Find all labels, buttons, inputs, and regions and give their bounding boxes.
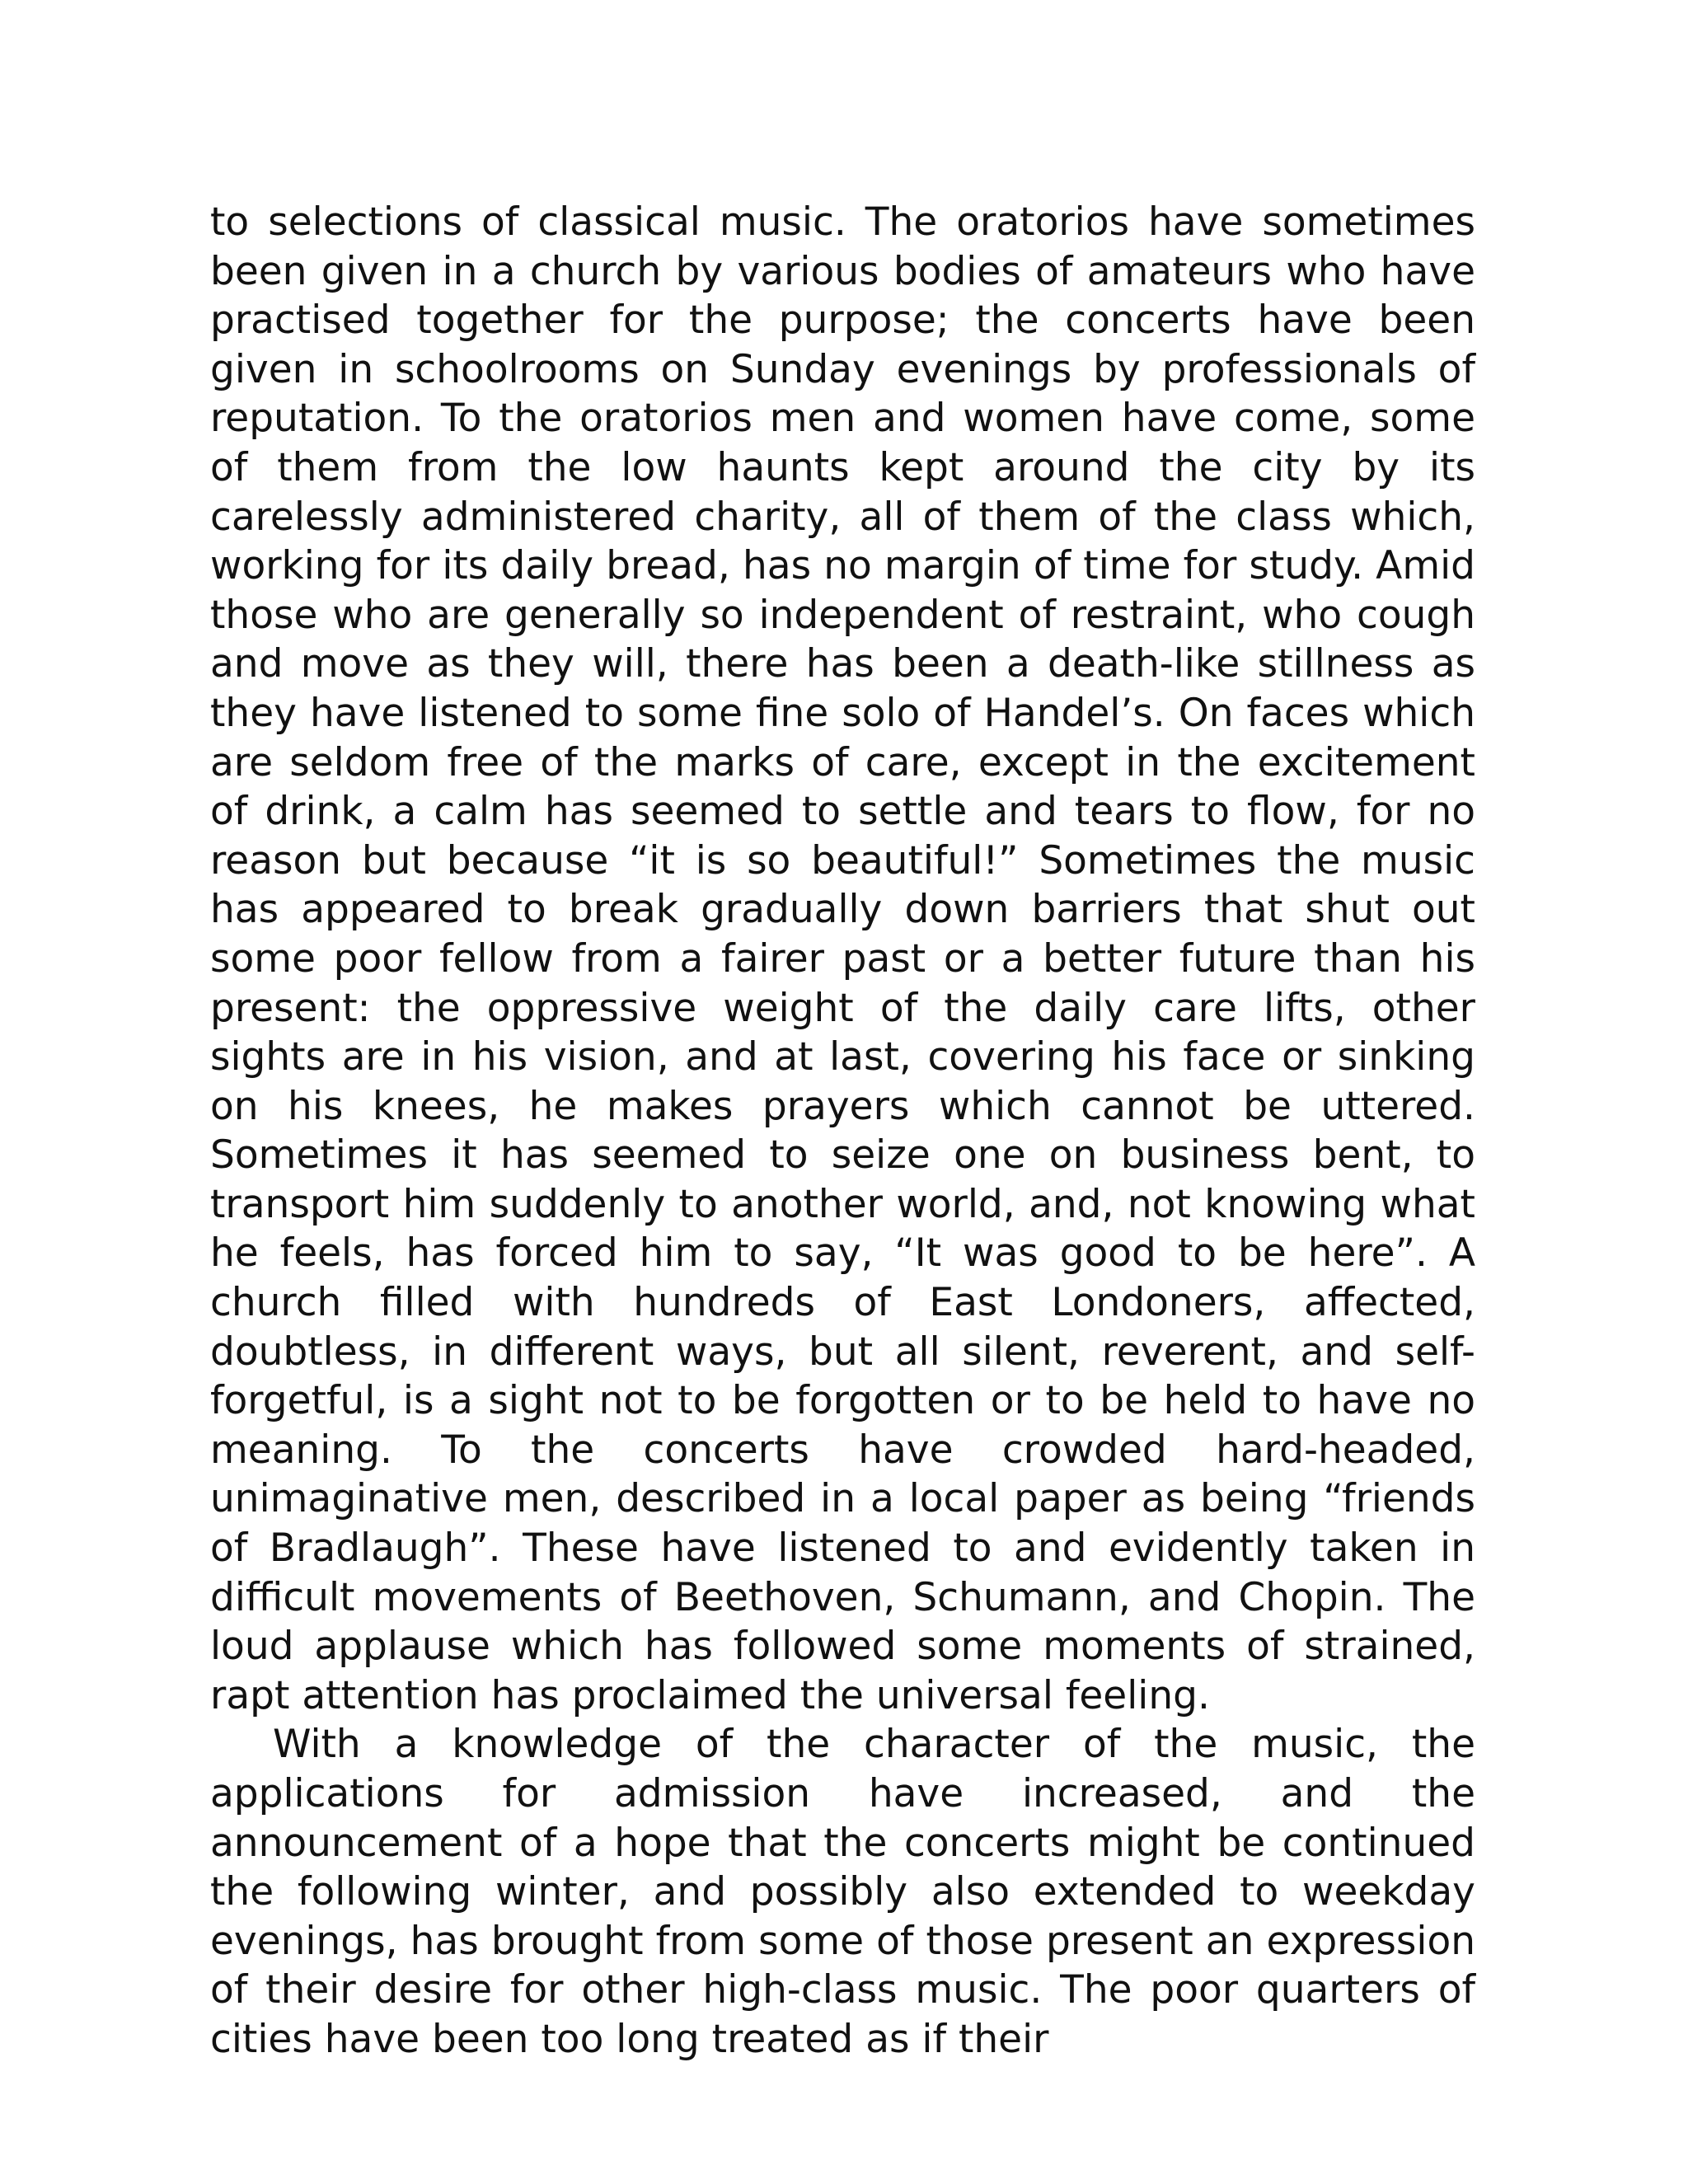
paragraph-2: With a knowledge of the character of the music, the applications for admission have increased, and the announcement of a hope that the concerts might be continued the following winter, and possibly also extended to weekday evenings, has brought from some of those present an expression of their desire for other high-class music. The poor quarters of cities have been too long treated as if their <box>210 1722 1475 2062</box>
paragraph-1: to selections of classical music. The oratorios have sometimes been given in a church by various bodies of amateurs who have practised together for the purpose; the concerts have been given in schoolrooms on Sunday evenings by professionals of reputation. To the oratorios men and women have come, some of them from the low haunts kept around the city by its carelessly administered charity, all of them of the class which, working for its daily bread, has no margin of time for study. Amid those who are generally so independent of restraint, who cough and move as they will, there has been a death-like stillness as they have listened to some fine solo of Handel’s. On faces which are seldom free of the marks of care, except in the excitement of drink, a calm has seemed to settle and tears to flow, for no reason but because “it is so beautiful!” Sometimes the music has appeared to break gradually down barriers that shut out some poor fellow from a fairer past or a better future than his present: the oppressive weight of the daily care lifts, other sights are in his vision, and at last, covering his face or sinking on his knees, he makes prayers which cannot be uttered. Sometimes it has seemed to seize one on business bent, to transport him suddenly to another world, and, not knowing what he feels, has forced him to say, “It was good to be here”. A church filled with hundreds of East Londoners, affected, doubtless, in different ways, but all silent, reverent, and self-forgetful, is a sight not to be forgotten or to be held to have no meaning. To the concerts have crowded hard-headed, unimaginative men, described in a local paper as being “friends of Bradlaugh”. These have listened to and evidently taken in difficult movements of Beethoven, Schumann, and Chopin. The loud applause which has followed some moments of strained, rapt attention has proclaimed the universal feeling. <box>210 199 1475 1718</box>
body-text <box>210 198 1475 2064</box>
